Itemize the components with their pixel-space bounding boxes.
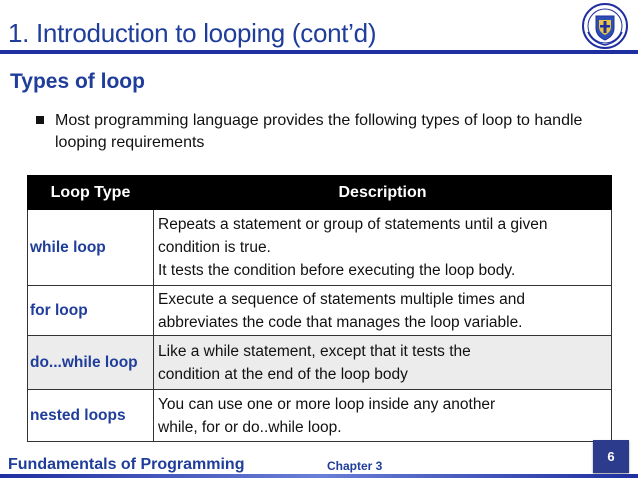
bullet-square-icon <box>36 116 44 124</box>
loop-type-cell: nested loops <box>28 390 154 442</box>
description-cell <box>154 390 612 442</box>
description-line: Like a while statement, except that it tests the <box>158 342 471 360</box>
table-row <box>28 286 612 336</box>
university-crest-icon <box>580 2 630 50</box>
description-cell <box>154 286 612 336</box>
description-line: condition is true. <box>158 239 271 256</box>
description-line: condition at the end of the loop body <box>158 365 408 383</box>
description-line: You can use one or more loop inside any another <box>158 395 496 413</box>
description-line: while, for or do..while loop. <box>158 418 342 436</box>
header-description: Description <box>154 176 612 210</box>
description-cell <box>154 336 612 390</box>
loop-type-cell: while loop <box>28 210 154 286</box>
footer-course-title: Fundamentals of Programming <box>8 456 245 473</box>
footer-divider <box>0 474 638 478</box>
slide-title: 1. Introduction to looping (cont’d) <box>8 18 377 48</box>
header-loop-type: Loop Type <box>28 176 154 210</box>
table-row <box>28 336 612 390</box>
bullet-text: Most programming language provides the following types of loop to handle looping requirements <box>55 112 583 151</box>
page-number-badge: 6 <box>593 440 629 473</box>
section-heading: Types of loop <box>10 70 145 93</box>
description-line: It tests the condition before executing the loop body. <box>158 262 516 279</box>
description-cell <box>154 210 612 286</box>
description-line: Execute a sequence of statements multiple times and <box>158 290 526 308</box>
loop-type-cell: do...while loop <box>28 336 154 390</box>
loop-types-table <box>27 175 612 442</box>
description-line: abbreviates the code that manages the loop variable. <box>158 313 523 331</box>
description-line: Repeats a statement or group of statements until a given <box>158 216 548 233</box>
table-row <box>28 210 612 286</box>
title-divider <box>0 50 638 54</box>
footer-chapter: Chapter 3 <box>327 459 383 473</box>
loop-type-cell: for loop <box>28 286 154 336</box>
table-row <box>28 390 612 442</box>
table-header-row <box>28 176 612 210</box>
